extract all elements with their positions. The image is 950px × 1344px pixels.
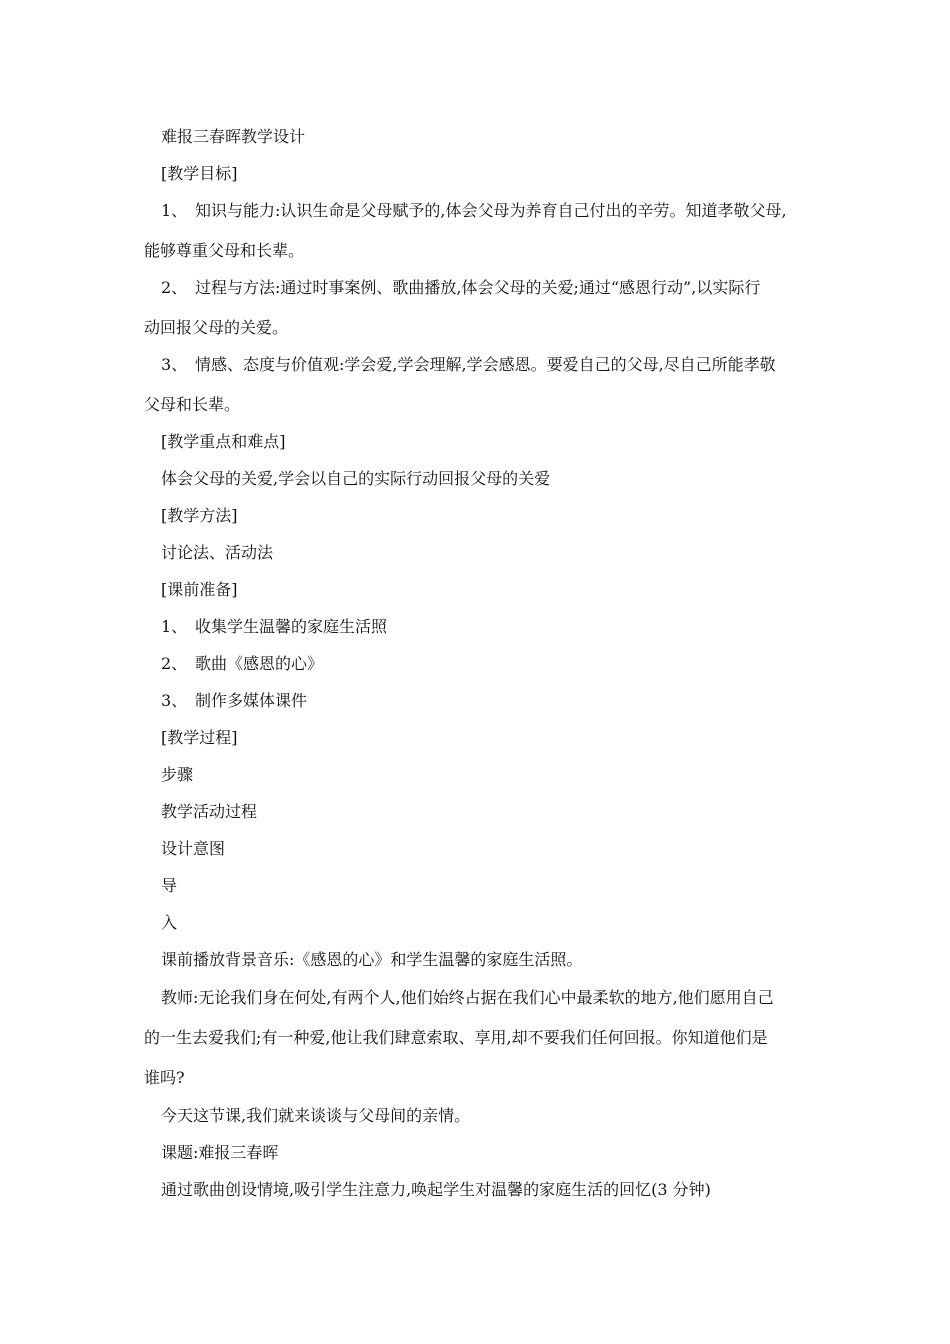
step-label-dao: 导 bbox=[161, 876, 178, 895]
prep-item-2 bbox=[161, 654, 323, 674]
heading-teaching-process: [教学过程] bbox=[161, 728, 238, 747]
prep-3-text: 制作多媒体课件 bbox=[195, 691, 308, 710]
goal-3-line-1 bbox=[161, 355, 776, 375]
goal-1-number: 1、 bbox=[161, 201, 188, 220]
design-purpose-text: 通过歌曲创设情境,吸引学生注意力,唤起学生对温馨的家庭生活的回忆(3 分钟) bbox=[161, 1180, 711, 1199]
step-label-ru: 入 bbox=[161, 913, 178, 932]
today-text: 今天这节课,我们就来谈谈与父母间的亲情。 bbox=[161, 1106, 471, 1125]
prep-item-3 bbox=[161, 691, 307, 711]
prep-item-1 bbox=[161, 617, 387, 637]
teacher-line-2: 的一生去爱我们;有一种爱,他让我们肆意索取、享用,却不要我们任何回报。你知道他们是 bbox=[144, 1028, 768, 1047]
teaching-method-text: 讨论法、活动法 bbox=[161, 543, 274, 562]
goal-3-number: 3、 bbox=[161, 355, 188, 374]
goal-2-line-2: 动回报父母的关爱。 bbox=[144, 318, 289, 337]
goal-1-text: 知识与能力:认识生命是父母赋予的,体会父母为养育自己付出的辛劳。知道孝敬父母, bbox=[195, 201, 787, 220]
prep-3-number: 3、 bbox=[161, 691, 188, 710]
goal-2-number: 2、 bbox=[161, 278, 188, 297]
prep-2-text: 歌曲《感恩的心》 bbox=[195, 654, 324, 673]
background-music-text: 课前播放背景音乐:《感恩的心》和学生温馨的家庭生活照。 bbox=[161, 950, 583, 969]
goal-1-line-1 bbox=[161, 201, 787, 221]
prep-1-number: 1、 bbox=[161, 617, 188, 636]
prep-2-number: 2、 bbox=[161, 654, 188, 673]
goal-2-text: 过程与方法:通过时事案例、歌曲播放,体会父母的关爱;通过“感恩行动”,以实际行 bbox=[195, 278, 761, 297]
key-points-text: 体会父母的关爱,学会以自己的实际行动回报父母的关爱 bbox=[161, 469, 551, 488]
table-header-activity: 教学活动过程 bbox=[161, 802, 258, 821]
heading-preparation: [课前准备] bbox=[161, 580, 238, 599]
goal-3-text: 情感、态度与价值观:学会爱,学会理解,学会感恩。要爱自己的父母,尽自己所能孝敬 bbox=[195, 355, 776, 374]
prep-1-text: 收集学生温馨的家庭生活照 bbox=[195, 617, 388, 636]
goal-2-line-1 bbox=[161, 278, 760, 298]
heading-teaching-method: [教学方法] bbox=[161, 506, 238, 525]
teacher-line-1: 教师:无论我们身在何处,有两个人,他们始终占据在我们心中最柔软的地方,他们愿用自己 bbox=[161, 988, 774, 1007]
table-header-intent: 设计意图 bbox=[161, 839, 226, 858]
goal-1-line-2: 能够尊重父母和长辈。 bbox=[144, 241, 305, 260]
heading-key-points: [教学重点和难点] bbox=[161, 432, 286, 451]
document-title: 难报三春晖教学设计 bbox=[161, 127, 306, 146]
table-header-step: 步骤 bbox=[161, 765, 194, 784]
teacher-line-3: 谁吗? bbox=[144, 1068, 185, 1087]
heading-teaching-goals: [教学目标] bbox=[161, 164, 238, 183]
lesson-topic: 课题:难报三春晖 bbox=[161, 1143, 279, 1162]
goal-3-line-2: 父母和长辈。 bbox=[144, 395, 241, 414]
